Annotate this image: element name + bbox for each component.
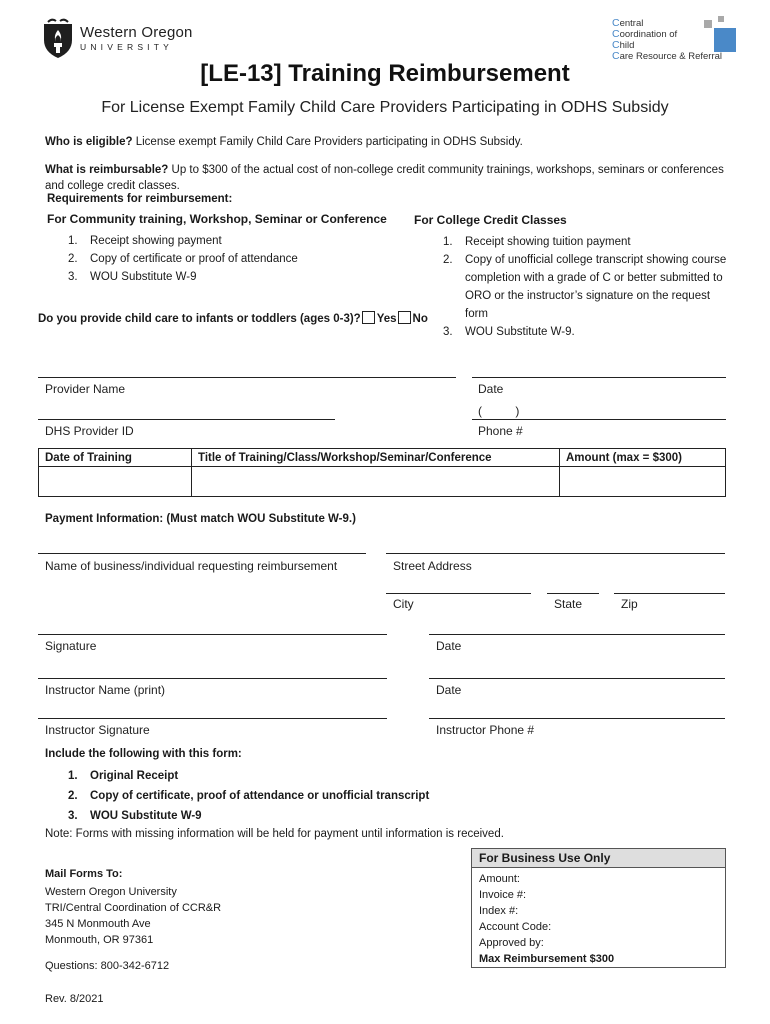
ccr-line: Central (612, 17, 644, 29)
no-checkbox[interactable] (398, 311, 411, 324)
title-header: Title of Training/Class/Workshop/Seminar/Conference (192, 449, 560, 467)
amount-header: Amount (max = $300) (560, 449, 726, 467)
ccr-wordmark (612, 18, 722, 62)
phone-label: Phone # (478, 424, 523, 438)
table-row (39, 467, 726, 497)
address-line: 345 N Monmouth Ave (45, 918, 151, 930)
dhs-id-label: DHS Provider ID (45, 424, 134, 438)
ccr-line: Care Resource & Referral (612, 50, 723, 62)
business-use-body (472, 868, 725, 970)
amount-cell[interactable] (560, 467, 726, 497)
college-heading: For College Credit Classes (414, 213, 567, 227)
approved-by-field: Approved by: (479, 937, 544, 949)
list-item: 3. WOU Substitute W-9 (68, 810, 202, 822)
community-list (68, 232, 398, 286)
state-label: State (554, 597, 583, 611)
phone-line[interactable] (472, 419, 726, 420)
ccr-line: Coordination of (612, 28, 678, 40)
college-list (443, 233, 733, 341)
training-table (38, 448, 726, 497)
dhs-id-line[interactable] (38, 419, 335, 420)
list-item: 2. Copy of unofficial college transcript showing course completion with a grade of C or better submitted to ORO or the instructor’s signature on the request form (443, 254, 727, 320)
provider-name-label: Provider Name (45, 382, 126, 396)
community-heading: For Community training, Workshop, Seminar or Conference (47, 212, 387, 226)
amount-field: Amount: (479, 873, 520, 885)
list-item: 3. WOU Substitute W-9. (443, 326, 575, 338)
signature-date-line[interactable] (429, 634, 725, 635)
date-line[interactable] (472, 377, 726, 378)
address-line: Monmouth, OR 97361 (45, 934, 154, 946)
questions-phone: Questions: 800-342-6712 (45, 960, 170, 972)
page-subtitle: For License Exempt Family Child Care Providers Participating in ODHS Subsidy (101, 99, 669, 116)
invoice-field: Invoice #: (479, 889, 527, 901)
business-name-line[interactable] (38, 553, 366, 554)
state-line[interactable] (547, 593, 599, 594)
list-item: 1. Receipt showing tuition payment (443, 236, 631, 248)
requirements-heading: Requirements for reimbursement: (47, 193, 233, 205)
address-line: Western Oregon University (45, 886, 177, 898)
instructor-phone-line[interactable] (429, 718, 725, 719)
payment-heading: Payment Information: (Must match WOU Substitute W-9.) (45, 513, 356, 525)
instructor-signature-line[interactable] (38, 718, 387, 719)
revision-date: Rev. 8/2021 (45, 993, 104, 1005)
provider-name-line[interactable] (38, 377, 456, 378)
list-item: 1. Original Receipt (68, 770, 179, 782)
mail-address (45, 884, 221, 948)
street-line[interactable] (386, 553, 725, 554)
address-line: TRI/Central Coordination of CCR&R (45, 902, 222, 914)
page-title: [LE-13] Training Reimbursement (200, 60, 570, 87)
zip-line[interactable] (614, 593, 725, 594)
mail-heading: Mail Forms To: (45, 868, 123, 880)
phone-parens: ( ) (478, 404, 520, 418)
wou-name: Western Oregon (80, 24, 193, 41)
instructor-signature-label: Instructor Signature (45, 723, 150, 737)
instructor-date-label: Date (436, 683, 462, 697)
zip-label: Zip (621, 597, 638, 611)
street-label: Street Address (393, 559, 472, 573)
instructor-name-label: Instructor Name (print) (45, 683, 166, 697)
business-name-label: Name of business/individual requesting reimbursement (45, 559, 338, 573)
who-eligible: Who is eligible? License exempt Family Child Care Providers participating in ODHS Subsidy. (45, 136, 523, 148)
list-item: 3. WOU Substitute W-9 (68, 271, 197, 283)
date-of-training-header: Date of Training (39, 449, 192, 467)
business-use-box (471, 848, 726, 968)
signature-line[interactable] (38, 634, 387, 635)
what-reimbursable: What is reimbursable? Up to $300 of the actual cost of non-college credit community trainings, workshops, seminars or conferences and college credit classes. (45, 164, 724, 192)
instructor-date-line[interactable] (429, 678, 725, 679)
table-header-row (39, 449, 726, 467)
list-item: 2. Copy of certificate, proof of attendance or unofficial transcript (68, 790, 430, 802)
instructor-phone-label: Instructor Phone # (436, 723, 535, 737)
yes-checkbox[interactable] (362, 311, 375, 324)
index-field: Index #: (479, 905, 519, 917)
ccr-line: Child (612, 39, 635, 51)
infant-question: Do you provide child care to infants or toddlers (ages 0-3)? Yes No (38, 313, 428, 325)
business-use-heading: For Business Use Only (472, 849, 725, 868)
list-item: 1. Receipt showing payment (68, 235, 222, 247)
torch-shield-icon (40, 18, 76, 60)
date-label: Date (478, 382, 504, 396)
list-item: 2. Copy of certificate or proof of attendance (68, 253, 298, 265)
signature-label: Signature (45, 639, 97, 653)
account-code-field: Account Code: (479, 921, 552, 933)
missing-info-note: Note: Forms with missing information will be held for payment until information is received. (45, 828, 504, 840)
wou-subtitle: UNIVERSITY (80, 42, 174, 52)
city-line[interactable] (386, 593, 531, 594)
include-list (68, 766, 568, 826)
title-cell[interactable] (192, 467, 560, 497)
date-of-training-cell[interactable] (39, 467, 192, 497)
max-reimbursement: Max Reimbursement $300 (479, 953, 615, 965)
instructor-name-line[interactable] (38, 678, 387, 679)
city-label: City (393, 597, 414, 611)
signature-date-label: Date (436, 639, 462, 653)
include-heading: Include the following with this form: (45, 748, 242, 760)
